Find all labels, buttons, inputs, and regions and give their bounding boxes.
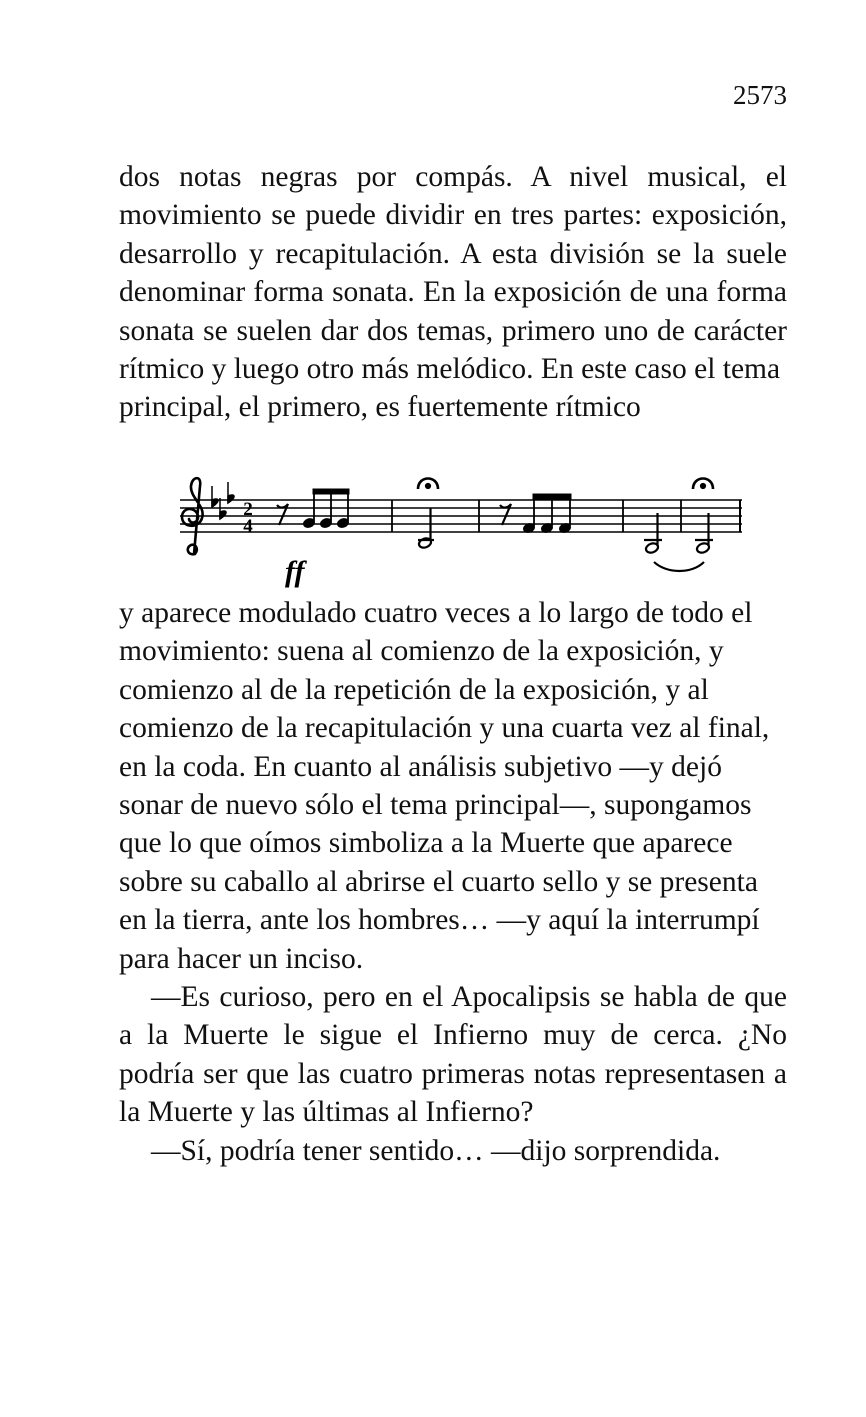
half-note-tied [644, 513, 662, 554]
music-score [172, 470, 744, 588]
tie [654, 562, 704, 571]
time-signature-top: 2 [243, 499, 253, 520]
half-note-fermata-1 [418, 479, 438, 550]
text-block-top [119, 158, 787, 427]
dynamic-marking: ff [285, 555, 305, 588]
text-block-bottom [119, 594, 787, 1170]
time-signature [243, 499, 253, 537]
paragraph-1-body: dos notas negras por compás. A nivel musical, el movimiento se puede dividir en tres partes: exposición, desarrollo y recapitulación. A esta división se la suele denominar forma sonata. En la exposición de una forma sonata se suelen dar dos temas, primero uno de carácter rítmico y luego otro más melódico. En este caso el tema [119, 161, 787, 386]
paragraph-1-last-line: principal, el primero, es fuertemente rítmico [119, 391, 641, 424]
paragraph-2: y aparece modulado cuatro veces a lo largo de todo el movimiento: suena al comienzo de la exposición, y comienzo al de la repetición de la exposición, y al comienzo de la recapitulación y una cuarta vez al final, en la coda. En cuanto al análisis subjetivo —y dejó sonar de nuevo sólo el tema principal—, supongamos que lo que oímos simboliza a la Muerte que aparece sobre su caballo al abrirse el cuarto sello y se presenta en la tierra, ante los hombres… —y aquí la interrumpí para hacer un inciso. [119, 597, 770, 975]
page-number: 2573 [733, 80, 787, 110]
paragraph-4: —Sí, podría tener sentido… —dijo sorprendida. [151, 1134, 721, 1167]
time-signature-bottom: 4 [243, 516, 253, 537]
paragraph-3: —Es curioso, pero en el Apocalipsis se habla de que a la Muerte le sigue el Infierno muy de cerca. ¿No podría ser que las cuatro primeras notas representasen a la Muerte y las últimas al Infierno? [119, 981, 787, 1129]
eighth-notes-group-1 [302, 489, 349, 529]
